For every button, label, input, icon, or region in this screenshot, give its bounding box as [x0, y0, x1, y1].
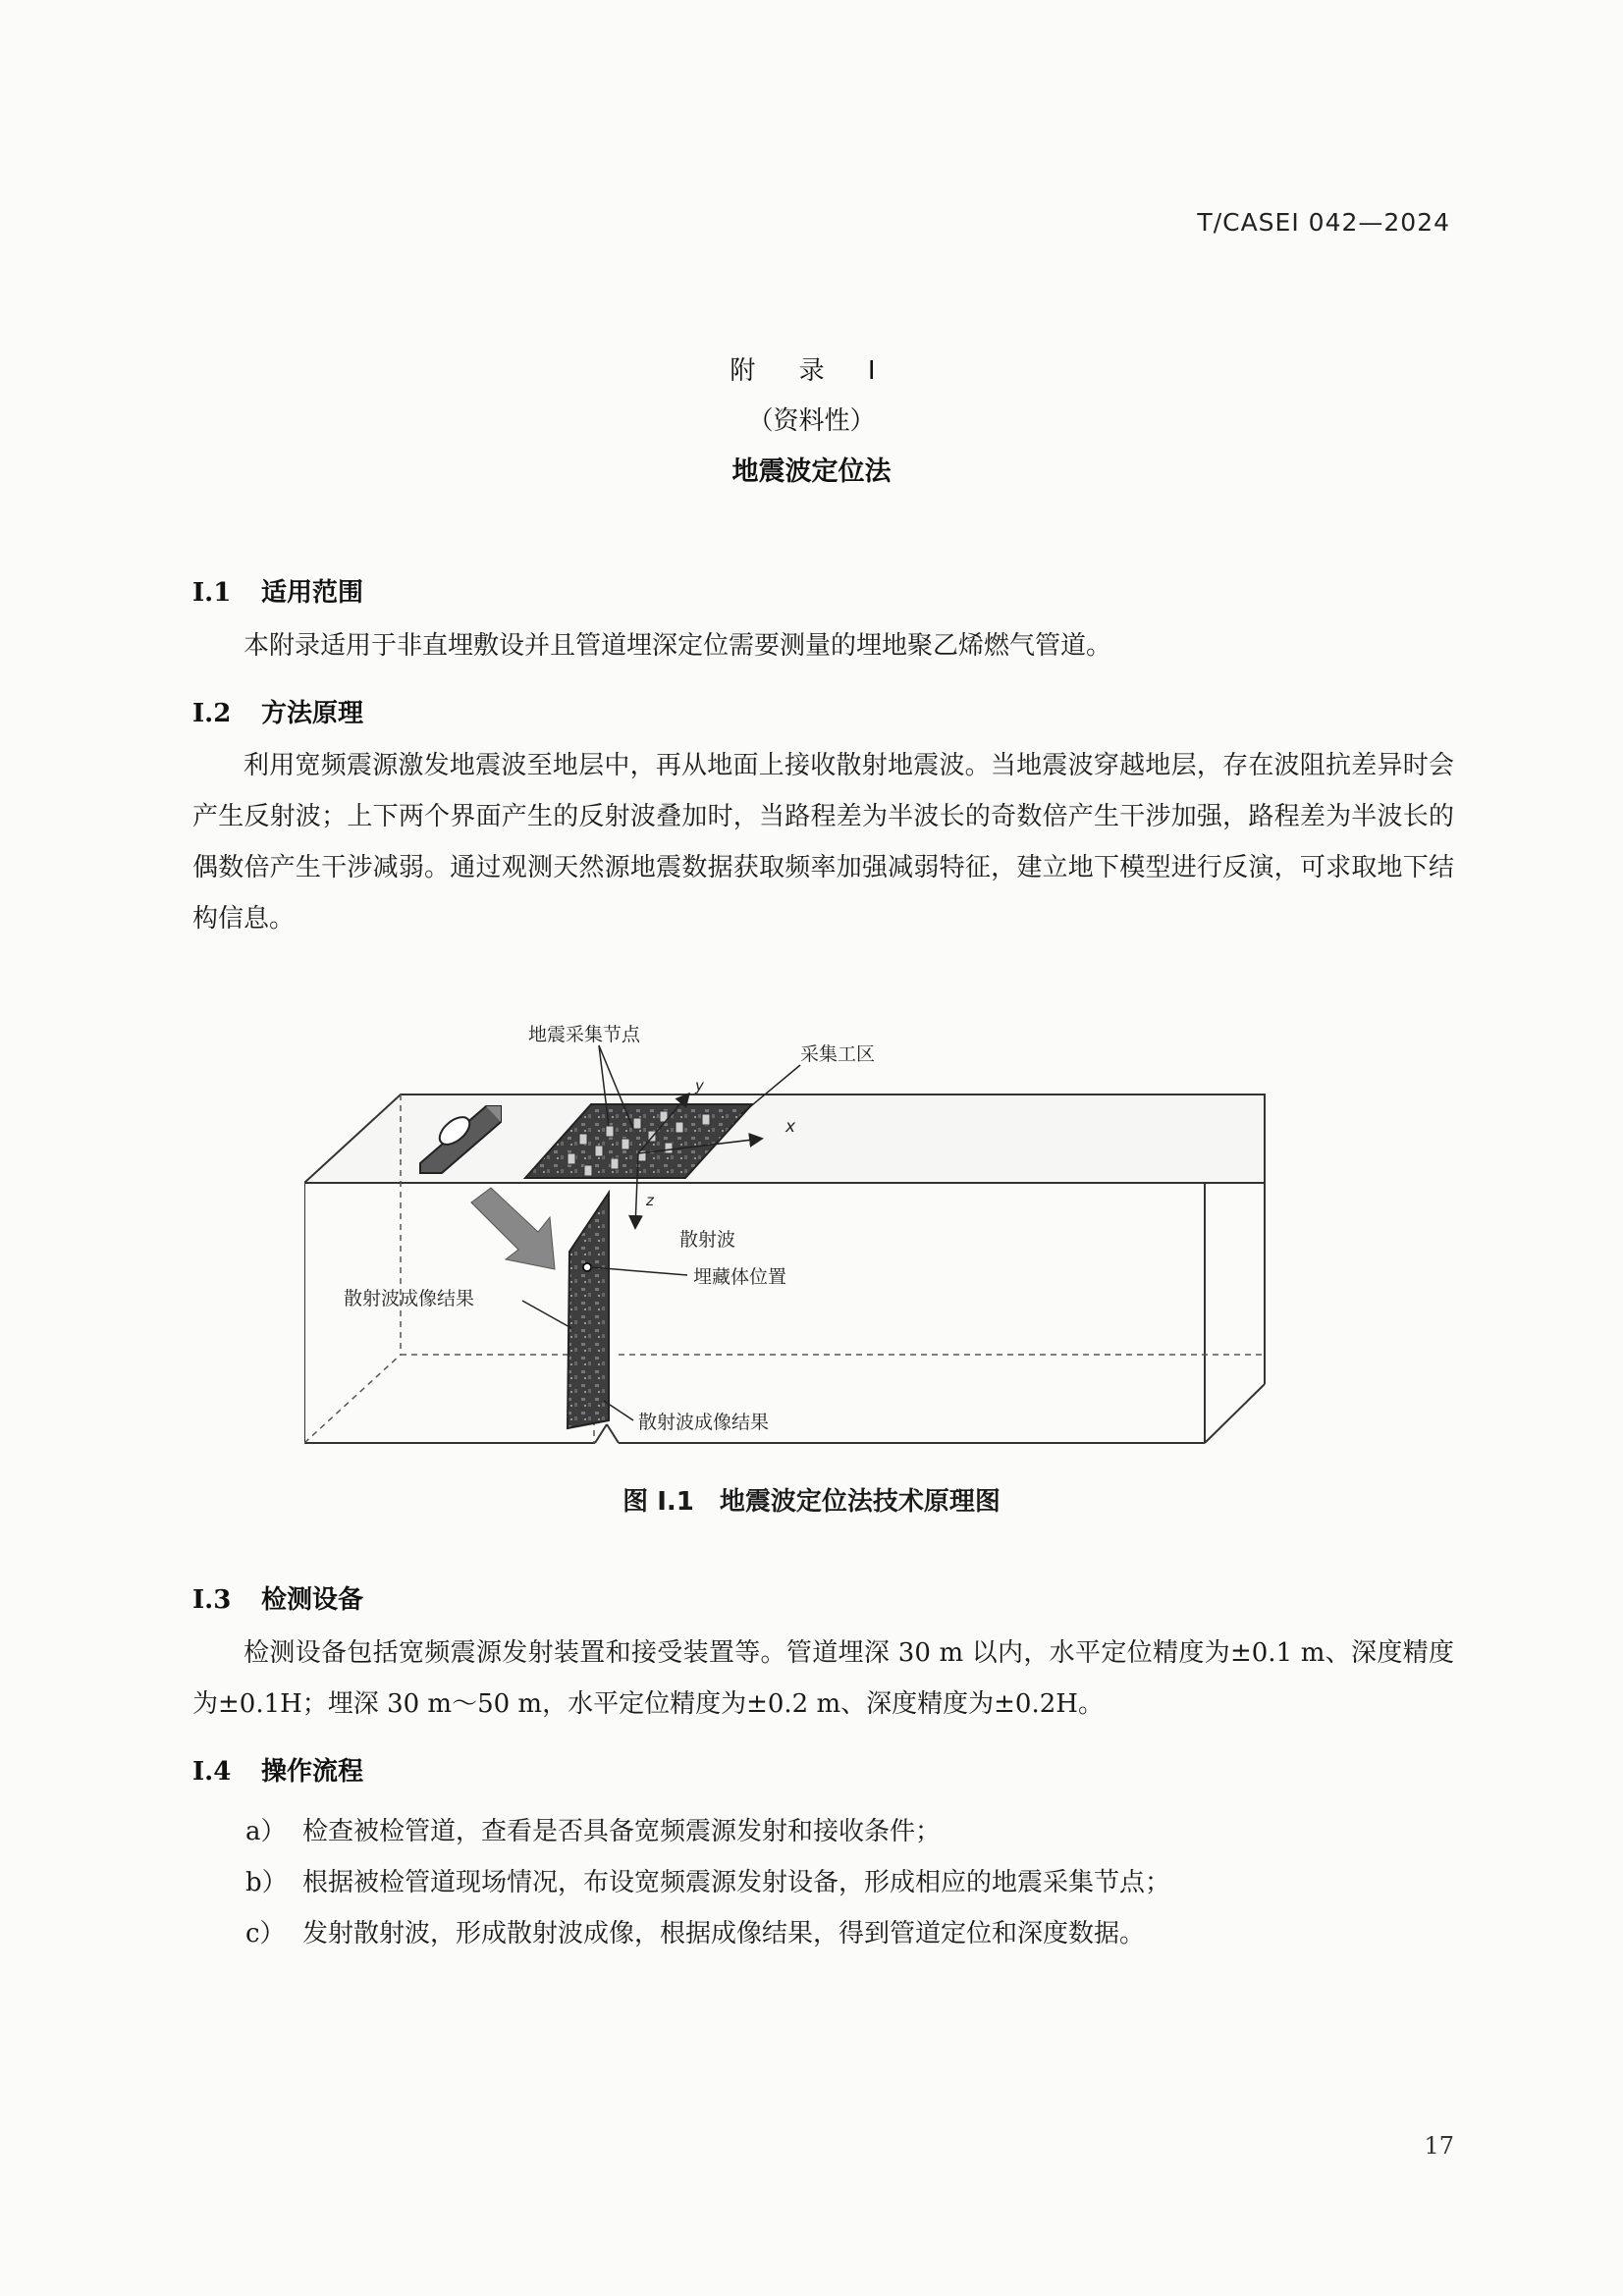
- seismic-method-diagram: [304, 996, 1286, 1468]
- page-number: 17: [1424, 2132, 1454, 2160]
- scatter-imaging-section: [568, 1193, 609, 1428]
- list-text: 根据被检管道现场情况，布设宽频震源发射设备，形成相应的地震采集节点；: [302, 1868, 1171, 1897]
- section-body-2: 利用宽频震源激发地震波至地层中，再从地面上接收散射地震波。当地震波穿越地层，存在波阻抗差异时会产生反射波；上下两个界面产生的反射波叠加时，当路程差为半波长的奇数倍产生干涉加强，路程差为半波长的偶数倍产生干涉减弱。通过观测天然源地震数据获取频率加强减弱特征，建立地下模型进行反演，可求取地下结构信息。: [192, 751, 1454, 934]
- label-imaging-result-left: 散射波成像结果: [344, 1288, 475, 1309]
- label-imaging-result-bottom: 散射波成像结果: [638, 1412, 770, 1433]
- list-item: [245, 1862, 1170, 1898]
- list-marker: c）: [245, 1919, 286, 1949]
- figure-caption: 图 I.1 地震波定位法技术原理图: [622, 1487, 1001, 1517]
- section-heading-1: [192, 572, 363, 609]
- label-collection-nodes: 地震采集节点: [528, 1024, 641, 1045]
- section-number: I.1: [192, 578, 232, 608]
- appendix-nature: （资料性）: [747, 406, 876, 436]
- document-number: T/CASEI 042—2024: [1197, 208, 1450, 237]
- wave-direction-arrow-icon: [471, 1188, 555, 1269]
- section-title: 操作流程: [261, 1757, 364, 1787]
- section-title: 适用范围: [261, 578, 364, 608]
- section-number: I.3: [192, 1585, 232, 1615]
- list-text: 检查被检管道，查看是否具备宽频震源发射和接收条件；: [302, 1817, 942, 1846]
- section-heading-4: [192, 1751, 363, 1788]
- section-heading-2: [192, 693, 363, 729]
- label-x-axis: x: [785, 1117, 796, 1137]
- section-heading-3: [192, 1579, 363, 1616]
- list-item: [245, 1913, 1145, 1949]
- label-y-axis: y: [695, 1077, 704, 1095]
- label-collection-area: 采集工区: [800, 1043, 876, 1065]
- section-body-3: 检测设备包括宽频震源发射装置和接受装置等。管道埋深 30 m 以内，水平定位精度为±0.1 m、深度精度为±0.1H；埋深 30 m～50 m，水平定位精度为±0.2 m、深度精度为±0.2H。: [192, 1638, 1454, 1719]
- list-marker: b）: [245, 1868, 288, 1897]
- label-buried-object: 埋藏体位置: [693, 1266, 787, 1288]
- section-number: I.2: [192, 699, 232, 728]
- appendix-title: 附 录 I: [730, 356, 893, 386]
- section-title: 检测设备: [261, 1585, 364, 1615]
- list-item: [245, 1811, 941, 1847]
- list-text: 发射散射波，形成散射波成像，根据成像结果，得到管道定位和深度数据。: [302, 1919, 1146, 1949]
- list-marker: a）: [245, 1817, 287, 1846]
- section-number: I.4: [192, 1757, 232, 1787]
- label-scatter-wave: 散射波: [679, 1229, 736, 1251]
- section-body-1: 本附录适用于非直埋敷设并且管道埋深定位需要测量的埋地聚乙烯燃气管道。: [243, 631, 1112, 661]
- label-z-axis: z: [646, 1192, 654, 1209]
- section-title: 方法原理: [261, 699, 364, 728]
- appendix-name: 地震波定位法: [731, 456, 892, 487]
